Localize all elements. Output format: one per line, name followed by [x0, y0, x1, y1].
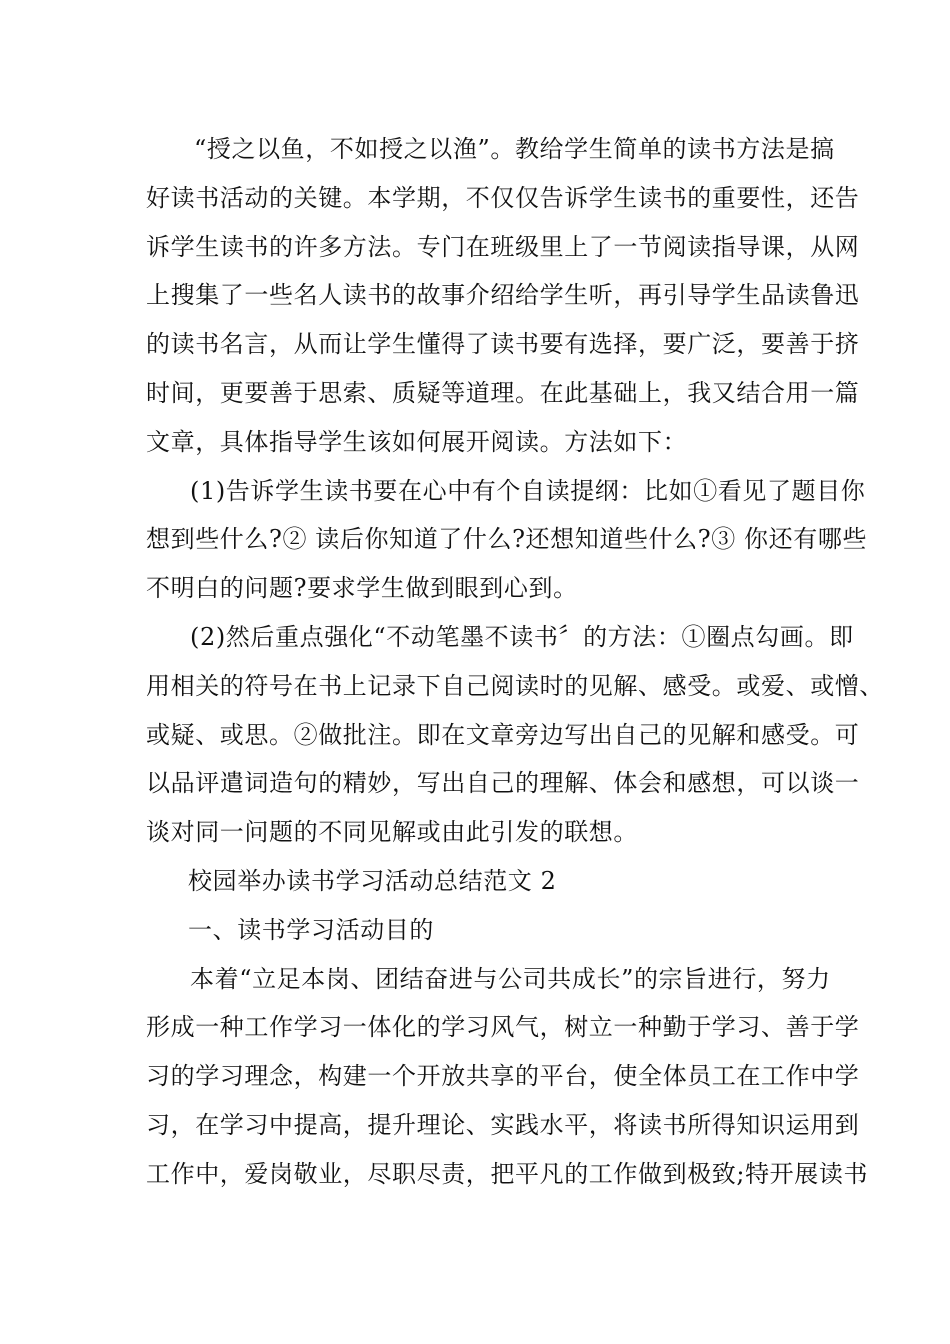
paragraph-line: 形成一种工作学习一体化的学习风气，树立一种勤于学习、善于学 [146, 1013, 860, 1042]
paragraph-line: 工作中，爱岗敬业，尽职尽责，把平凡的工作做到极致;特开展读书 [146, 1159, 869, 1188]
section-title: 校园举办读书学习活动总结范文 2 [188, 866, 557, 895]
paragraph-line: 习的学习理念，构建一个开放共享的平台，使全体员工在工作中学 [146, 1062, 860, 1091]
paragraph-line: 习，在学习中提高，提升理论、实践水平，将读书所得知识运用到 [146, 1110, 860, 1139]
list-item-line: 谈对同一问题的不同见解或由此引发的联想。 [146, 818, 638, 847]
paragraph-line: 好读书活动的关键。本学期，不仅仅告诉学生读书的重要性，还告 [146, 183, 860, 212]
list-item-line: 或疑、或思。②做批注。即在文章旁边写出自己的见解和感受。可 [146, 720, 860, 749]
paragraph-line: “授之以鱼，不如授之以渔”。教给学生简单的读书方法是搞 [194, 135, 835, 163]
paragraph-line: 上搜集了一些名人读书的故事介绍给学生听，再引导学生品读鲁迅 [146, 281, 860, 310]
paragraph-line: 文章，具体指导学生该如何展开阅读。方法如下： [146, 427, 688, 456]
paragraph-line: 本着“立足本岗、团结奋进与公司共成长”的宗旨进行，努力 [190, 964, 831, 993]
paragraph-line: 诉学生读书的许多方法。专门在班级里上了一节阅读指导课，从网 [146, 232, 860, 261]
list-item-line: 用相关的符号在书上记录下自己阅读时的见解、感受。或爱、或憎、 [146, 671, 884, 700]
list-item-line: (2)然后重点强化“不动笔墨不读书〞的方法：①圈点勾画。即 [190, 622, 854, 651]
document-body [146, 125, 884, 1199]
list-item-line: 想到些什么?② 读后你知道了什么?还想知道些什么?③ 你还有哪些 [146, 525, 868, 554]
paragraph-line: 时间，更要善于思索、质疑等道理。在此基础上，我又结合用一篇 [146, 378, 860, 407]
list-item-line: 不明白的问题?要求学生做到眼到心到。 [146, 574, 578, 603]
paragraph-line: 的读书名言，从而让学生懂得了读书要有选择，要广泛，要善于挤 [146, 330, 860, 359]
list-item-line: (1)告诉学生读书要在心中有个自读提纲：比如①看见了题目你 [190, 476, 866, 505]
list-item-line: 以品评遣词造句的精妙，写出自己的理解、体会和感想，可以谈一 [146, 769, 860, 798]
section-heading: 一、读书学习活动目的 [188, 915, 434, 944]
